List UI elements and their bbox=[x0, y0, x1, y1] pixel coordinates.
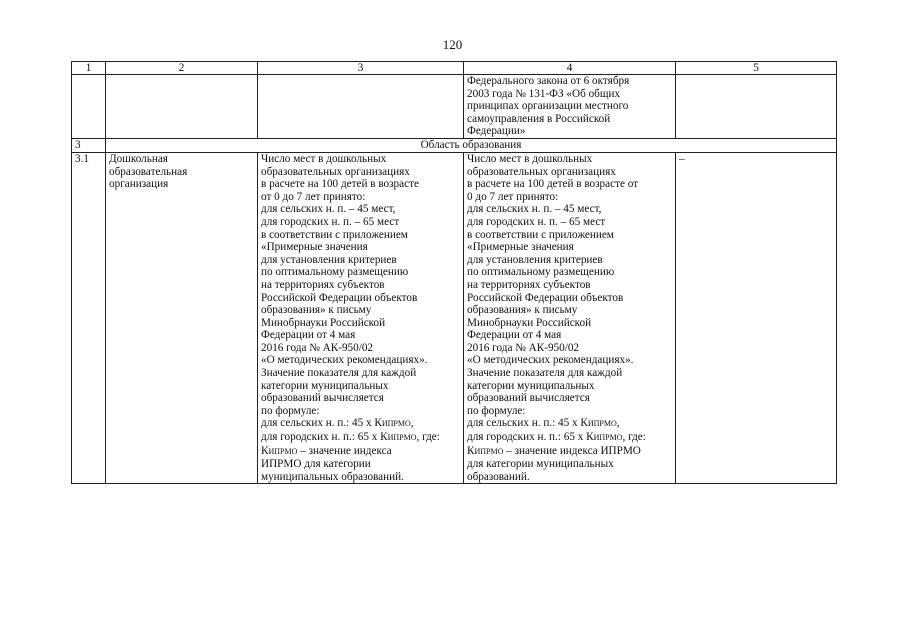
text-line: для городских н. п. – 65 мест bbox=[261, 215, 400, 228]
empty-cell bbox=[72, 75, 106, 139]
text-line: образовательных организациях bbox=[261, 165, 410, 178]
text-line: по формуле: bbox=[261, 404, 320, 417]
formula-legend bbox=[467, 445, 672, 459]
section-title: Область образования bbox=[106, 138, 837, 152]
text-line: в соответствии с приложением bbox=[467, 228, 614, 241]
text-line: ИПРМО для категории bbox=[261, 458, 371, 471]
text-line: для установления критериев bbox=[467, 253, 603, 266]
index-subscript: ИПРМО bbox=[474, 446, 504, 456]
text-line: в соответствии с приложением bbox=[261, 228, 408, 241]
text-line: 0 до 7 лет принято: bbox=[467, 190, 559, 203]
text-line: самоуправления в Российской bbox=[467, 112, 611, 125]
text-line: образований. bbox=[467, 470, 530, 483]
text-line: Число мест в дошкольных bbox=[467, 152, 593, 165]
text-line: Федерации» bbox=[467, 125, 526, 138]
empty-cell bbox=[676, 75, 837, 139]
text-line: Значение показателя для каждой bbox=[261, 367, 417, 380]
section-number: 3 bbox=[72, 138, 106, 152]
header-cell: 4 bbox=[464, 62, 676, 75]
text-line: в расчете на 100 детей в возрасте от bbox=[467, 178, 639, 191]
text-line: Федерального закона от 6 октября bbox=[467, 75, 630, 87]
text-line: в расчете на 100 детей в возрасте bbox=[261, 178, 419, 191]
text-line: образования» к письму bbox=[467, 304, 578, 317]
text-line: принципах организации местного bbox=[467, 100, 629, 113]
text-line: для городских н. п. – 65 мест bbox=[467, 215, 606, 228]
index-subscript: ИПРМО bbox=[381, 419, 411, 429]
text-line: Российской Федерации объектов bbox=[467, 291, 624, 304]
continuation-text bbox=[464, 75, 676, 139]
index-subscript: ИПРМО bbox=[587, 419, 617, 429]
header-cell: 1 bbox=[72, 62, 106, 75]
text-line: от 0 до 7 лет принято: bbox=[261, 190, 366, 203]
header-row bbox=[72, 62, 837, 75]
table-row bbox=[72, 152, 837, 483]
object-name bbox=[106, 152, 258, 483]
header-cell: 2 bbox=[106, 62, 258, 75]
text-line: 2016 года № АК-950/02 bbox=[467, 341, 580, 354]
formula-urban bbox=[467, 431, 672, 445]
formula-text: для сельских н. п.: 45 x К bbox=[261, 417, 382, 430]
text-line: Федерации от 4 мая bbox=[467, 329, 562, 342]
text-line: Федерации от 4 мая bbox=[261, 329, 356, 342]
page-number: 120 bbox=[442, 37, 463, 52]
empty-cell bbox=[106, 75, 258, 139]
formula-rural bbox=[261, 417, 460, 431]
formula-text: для сельских н. п.: 45 x К bbox=[467, 417, 588, 430]
formula-text: для городских н. п.: 65 x К bbox=[467, 431, 594, 444]
formula-rural bbox=[467, 417, 672, 431]
formula-urban bbox=[261, 431, 460, 445]
empty-cell bbox=[258, 75, 464, 139]
text-line: Число мест в дошкольных bbox=[261, 152, 387, 165]
text-line: образований вычисляется bbox=[467, 392, 590, 405]
text-line: по оптимальному размещению bbox=[467, 266, 615, 279]
text-line: «О методических рекомендациях». bbox=[261, 354, 428, 367]
formula-text: , bbox=[410, 417, 414, 430]
row-number: 3.1 bbox=[72, 152, 106, 483]
text-line: 2016 года № АК-950/02 bbox=[261, 341, 374, 354]
col4-text bbox=[464, 152, 676, 483]
formula-text: , bbox=[616, 417, 620, 430]
formula-text: , где: bbox=[622, 431, 646, 444]
formula-text: К bbox=[467, 444, 475, 457]
continuation-row bbox=[72, 75, 837, 139]
text-line: «О методических рекомендациях». bbox=[467, 354, 634, 367]
header-cell: 5 bbox=[676, 62, 837, 75]
header-cell: 3 bbox=[258, 62, 464, 75]
text-line: Российской Федерации объектов bbox=[261, 291, 418, 304]
text-line: на территориях субъектов bbox=[467, 278, 591, 291]
text-line: образований вычисляется bbox=[261, 392, 384, 405]
text-line: для категории муниципальных bbox=[467, 458, 614, 471]
text-line: муниципальных образований. bbox=[261, 470, 404, 483]
text-line: 2003 года № 131-ФЗ «Об общих bbox=[467, 87, 621, 100]
index-subscript: ИПРМО bbox=[268, 446, 298, 456]
formula-text: – значение индекса bbox=[297, 444, 392, 457]
text-line: Дошкольная bbox=[109, 152, 168, 165]
col3-text bbox=[258, 152, 464, 483]
index-subscript: ИПРМО bbox=[593, 433, 623, 443]
index-subscript: ИПРМО bbox=[387, 433, 417, 443]
formula-text: для городских н. п.: 65 x К bbox=[261, 431, 388, 444]
text-line: категории муниципальных bbox=[261, 379, 389, 392]
formula-text: К bbox=[261, 444, 269, 457]
formula-legend bbox=[261, 445, 460, 459]
text-line: образовательных организациях bbox=[467, 165, 616, 178]
text-line: организация bbox=[109, 178, 169, 191]
formula-text: – значение индекса ИПРМО bbox=[503, 444, 641, 457]
text-line: Минобрнауки Российской bbox=[261, 316, 386, 329]
text-line: Минобрнауки Российской bbox=[467, 316, 592, 329]
text-line: «Примерные значения bbox=[261, 241, 368, 254]
text-line: для сельских н. п. – 45 мест, bbox=[261, 203, 396, 216]
text-line: образования» к письму bbox=[261, 304, 372, 317]
formula-text: , где: bbox=[416, 431, 440, 444]
text-line: по формуле: bbox=[467, 404, 526, 417]
text-line: категории муниципальных bbox=[467, 379, 595, 392]
section-row bbox=[72, 138, 837, 152]
document-table bbox=[71, 61, 837, 484]
text-line: «Примерные значения bbox=[467, 241, 574, 254]
text-line: по оптимальному размещению bbox=[261, 266, 409, 279]
text-line: для сельских н. п. – 45 мест, bbox=[467, 203, 602, 216]
text-line: Значение показателя для каждой bbox=[467, 367, 623, 380]
col5-text: – bbox=[676, 152, 837, 483]
text-line: образовательная bbox=[109, 165, 188, 178]
text-line: на территориях субъектов bbox=[261, 278, 385, 291]
text-line: для установления критериев bbox=[261, 253, 397, 266]
